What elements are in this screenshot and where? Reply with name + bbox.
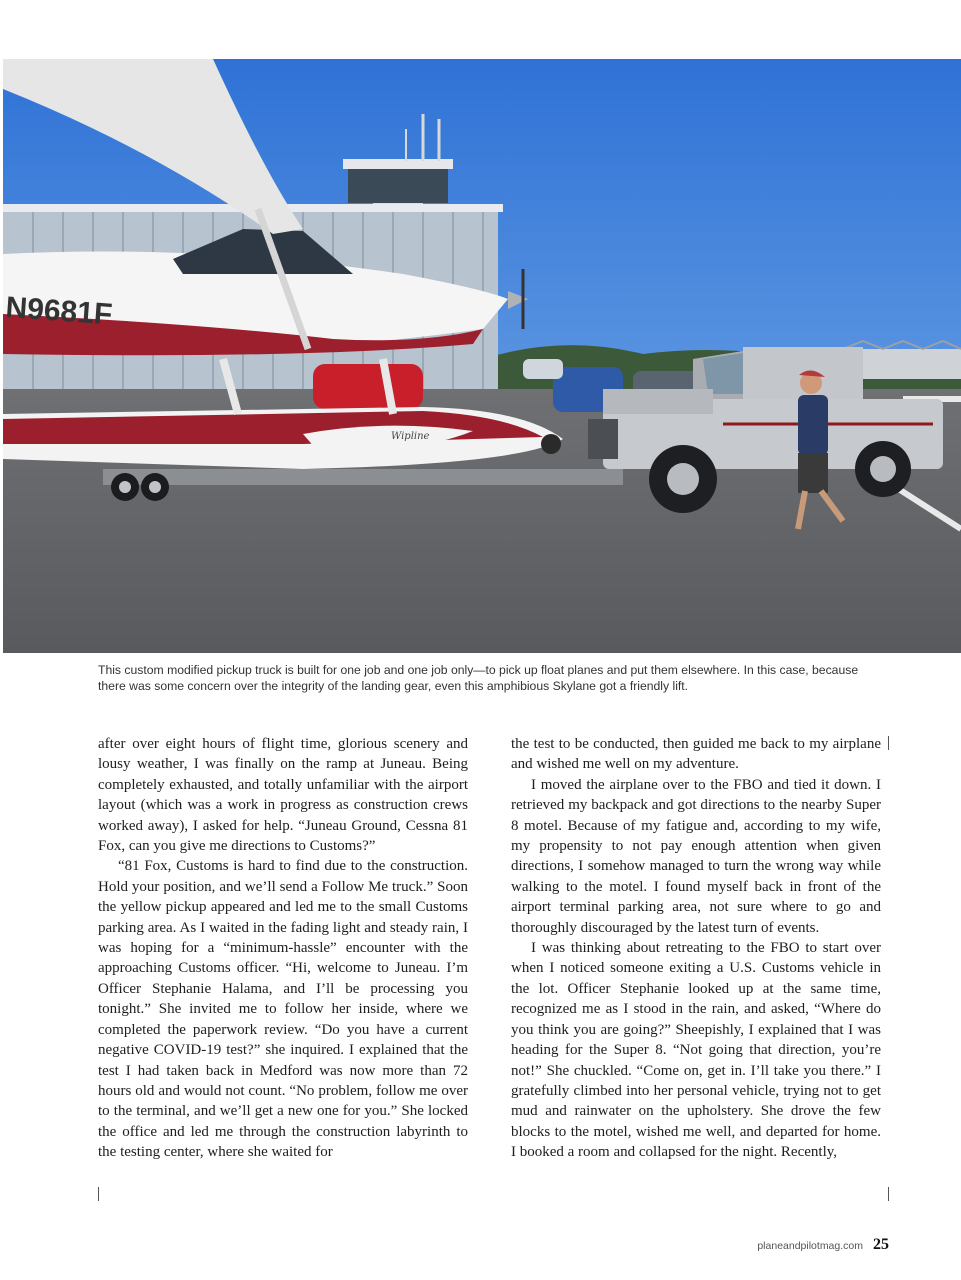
column-rule xyxy=(888,736,889,750)
article-column-left xyxy=(98,734,468,1204)
page-number: 25 xyxy=(873,1236,889,1253)
float-script: Wipline xyxy=(391,431,430,442)
article-paragraph: I moved the airplane over to the FBO and tied it down. I retrieved my backpack and got directions to the nearby Super 8 motel. Because of my fatigue and, according to my wife, my propensity to not pay enough attention when given directions, I somehow managed to turn the wrong way while walking to the motel. I found myself back in front of the airport terminal parking area, not sure where to go and thoroughly discouraged by the latest turn of events. xyxy=(511,776,881,936)
article-paragraph: after over eight hours of flight time, glorious scenery and lousy weather, I was finally on the ramp at Juneau. Being completely exhausted, and totally unfamiliar with the airport layout (which was a work in progress as construction crews worked away), I asked for help. “Juneau Ground, Cessna 81 Fox, can you give me directions to Customs?” xyxy=(98,736,468,855)
column-rule xyxy=(98,1187,99,1201)
column-rule xyxy=(888,1187,889,1201)
article-paragraph: “81 Fox, Customs is hard to find due to the construction. Hold your position, and we’ll send a Follow Me truck.” Soon the yellow pickup appeared and led me to the small Customs parking area. As I waited in the fading light and steady rain, I was hoping for a “minimum-hassle” encounter with the approaching Customs officer. “Hi, welcome to Juneau. I’m Officer Stephanie Halama, and I’ll be processing you tonight.” She invited me to follow her inside, where we completed the paperwork review. “Do you have a current negative COVID-19 test?” she inquired. I explained that the test I had taken back in Medford was now more than 72 hours old and would not count. “No problem, follow me over to the terminal, and we’ll get a new one for you.” She locked the office and led me through the construction labyrinth to the testing center, where she waited for xyxy=(98,858,468,1161)
aircraft-registration: N9681F xyxy=(4,291,114,332)
footer-website: planeandpilotmag.com xyxy=(757,1240,863,1252)
page-footer xyxy=(757,1236,889,1254)
article-photo xyxy=(3,59,961,653)
article-paragraph: I was thinking about retreating to the FBO to start over when I noticed someone exiting a U.S. Customs vehicle in the lot. Officer Stephanie looked up at the same time, recognized me as I stood in the rain, and asked, “Where do you think you are going?” Sheepishly, I explained that I was heading for the Super 8. “Not going that direction, you’re not!” She chuckled. “Come on, get in. I’ll take you there.” I gratefully climbed into her personal vehicle, trying not to get mud and rainwater on the upholstery. She drove the few blocks to the motel, wished me well, and departed for home. I booked a room and collapsed for the night. Recently, xyxy=(511,940,881,1161)
article-column-right xyxy=(511,734,881,1204)
photo-caption: This custom modified pickup truck is built for one job and one job only—to pick up float planes and put them elsewhere. In this case, because there was some concern over the integrity of the landing gear, even this amphibious Skylane got a friendly lift. xyxy=(98,663,859,693)
article-paragraph: the test to be conducted, then guided me back to my airplane and wished me well on my adventure. xyxy=(511,736,881,773)
